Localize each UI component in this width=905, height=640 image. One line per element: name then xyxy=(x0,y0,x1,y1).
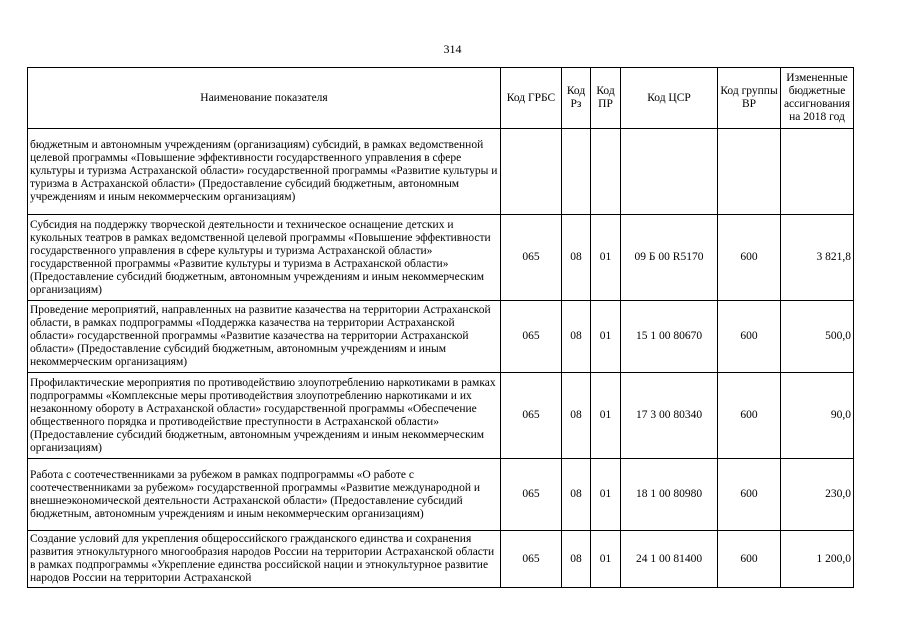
header-vr: Код группы ВР xyxy=(718,68,781,129)
row-pr xyxy=(591,129,621,215)
row-grbs: 065 xyxy=(501,301,562,373)
row-amount: 90,0 xyxy=(781,373,854,459)
row-amount: 230,0 xyxy=(781,459,854,531)
table-row xyxy=(28,215,854,301)
row-rz xyxy=(562,129,591,215)
header-csr: Код ЦСР xyxy=(621,68,718,129)
row-vr xyxy=(718,129,781,215)
row-csr: 24 1 00 81400 xyxy=(621,531,718,588)
row-amount: 3 821,8 xyxy=(781,215,854,301)
row-vr: 600 xyxy=(718,459,781,531)
row-csr: 15 1 00 80670 xyxy=(621,301,718,373)
table-row xyxy=(28,129,854,215)
row-pr: 01 xyxy=(591,215,621,301)
table-row xyxy=(28,301,854,373)
row-rz: 08 xyxy=(562,459,591,531)
row-rz: 08 xyxy=(562,301,591,373)
row-pr: 01 xyxy=(591,531,621,588)
table-row xyxy=(28,373,854,459)
row-vr: 600 xyxy=(718,373,781,459)
row-amount xyxy=(781,129,854,215)
row-name: Субсидия на поддержку творческой деятельности и техническое оснащение детских и кукольных театров в рамках ведомственной целевой программы «Повышение эффективности государственного управления в сфере культуры и туризма Астраханской области» государственной программы «Развитие культуры и туризма в Астраханской области» (Предоставление субсидий бюджетным, автономным учреждениям и иным некоммерческим организациям) xyxy=(28,215,501,301)
row-pr: 01 xyxy=(591,373,621,459)
header-pr: Код ПР xyxy=(591,68,621,129)
row-grbs: 065 xyxy=(501,459,562,531)
row-amount: 1 200,0 xyxy=(781,531,854,588)
row-rz: 08 xyxy=(562,531,591,588)
row-grbs: 065 xyxy=(501,215,562,301)
page-number: 314 xyxy=(443,42,462,56)
row-rz: 08 xyxy=(562,373,591,459)
table-row xyxy=(28,531,854,588)
table-row xyxy=(28,459,854,531)
row-name: бюджетным и автономным учреждениям (организациям) субсидий, в рамках ведомственной целевой программы «Повышение эффективности государственного управления в сфере культуры и туризма Астраханской области» государственной программы «Развитие культуры и туризма в Астраханской области» (Предоставление субсидий бюджетным, автономным учреждениям и иным некоммерческим организациям) xyxy=(28,129,501,215)
header-amount: Измененные бюджетные ассигнования на 2018 год xyxy=(781,68,854,129)
budget-table xyxy=(27,67,854,588)
header-rz: Код Рз xyxy=(562,68,591,129)
row-amount: 500,0 xyxy=(781,301,854,373)
row-csr: 09 Б 00 R5170 xyxy=(621,215,718,301)
row-name: Создание условий для укрепления общероссийского гражданского единства и сохранения развития этнокультурного многообразия народов России на территории Астраханской области в рамках подпрограммы «Укрепление единства российской нации и этнокультурное развитие народов России на территории Астраханской xyxy=(28,531,501,588)
row-pr: 01 xyxy=(591,301,621,373)
row-vr: 600 xyxy=(718,301,781,373)
row-vr: 600 xyxy=(718,531,781,588)
row-rz: 08 xyxy=(562,215,591,301)
row-csr: 17 3 00 80340 xyxy=(621,373,718,459)
row-grbs: 065 xyxy=(501,373,562,459)
header-grbs: Код ГРБС xyxy=(501,68,562,129)
row-name: Проведение мероприятий, направленных на развитие казачества на территории Астраханской области, в рамках подпрограммы «Поддержка казачества на территории Астраханской области» государственной программы «Развитие казачества на территории Астраханской области» (Предоставление субсидий бюджетным, автономным учреждениям и иным некоммерческим организациям) xyxy=(28,301,501,373)
row-pr: 01 xyxy=(591,459,621,531)
header-name: Наименование показателя xyxy=(28,68,501,129)
table-header-row xyxy=(28,68,854,129)
row-grbs: 065 xyxy=(501,531,562,588)
row-name: Профилактические мероприятия по противодействию злоупотреблению наркотиками в рамках подпрограммы «Комплексные меры противодействия злоупотреблению наркотиками и их незаконному обороту в Астраханской области» государственной программы «Обеспечение общественного порядка и противодействие преступности в Астраханской области» (Предоставление субсидий бюджетным, автономным учреждениям и иным некоммерческим организациям) xyxy=(28,373,501,459)
row-vr: 600 xyxy=(718,215,781,301)
row-name: Работа с соотечественниками за рубежом в рамках подпрограммы «О работе с соотечественниками за рубежом» государственной программы «Развитие международной и внешнеэкономической деятельности Астраханской области» (Предоставление субсидий бюджетным, автономным учреждениям и иным некоммерческим организациям) xyxy=(28,459,501,531)
row-csr: 18 1 00 80980 xyxy=(621,459,718,531)
row-csr xyxy=(621,129,718,215)
row-grbs xyxy=(501,129,562,215)
